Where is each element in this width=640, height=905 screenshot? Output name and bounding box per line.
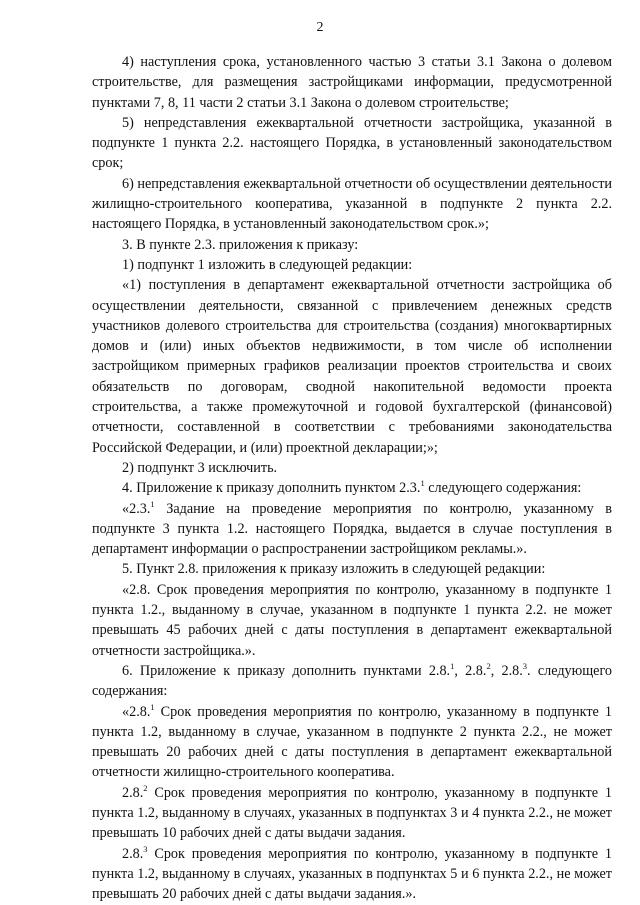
paragraph-2-8: «2.8. Срок проведения мероприятия по контролю, указанному в подпункте 1 пункта 1.2., выданному в случае, указанном в подпункте 1 пункта 2.2. не может превышать 45 рабочих дней с даты поступления в департамент ежеквартальной отчетности застройщика.».: [92, 581, 612, 659]
paragraph-item-3: 3. В пункте 2.3. приложения к приказу:: [122, 236, 359, 253]
paragraph-subitem-2: 2) подпункт 3 исключить.: [122, 459, 278, 476]
paragraph-new-subitem-1-text: «1) поступления в департамент ежеквартальной отчетности застройщика об осуществлении деятельности, связанной с привлечением денежных средств участников долевого строительства для строительства (создания) многоквартирных домов и (или) иных объектов недвижимости, в том числе об исполнении застройщиком примерных графиков реализации проектов строительства и своих обязательств по договорам, сводной накопительной ведомости проекта строительства, а также промежуточной и годовой бухгалтерской (финансовой) отчетности, составленной в соответствии с требованиями законодательства Российской Федерации, и (или) проектной декларации;»;: [92, 277, 612, 456]
paragraph-4-deadline: 4) наступления срока, установленного частью 3 статьи 3.1 Закона о долевом строительстве, для размещения застройщиками информации, предусмотренной пунктами 7, 8, 11 части 2 статьи 3.1 Закона о долевом строительстве;: [92, 54, 612, 111]
paragraph-item-5: 5. Пункт 2.8. приложения к приказу изложить в следующей редакции:: [122, 561, 546, 578]
paragraph-5-developer-reporting: 5) непредставления ежеквартальной отчетности застройщика, указанной в подпункте 1 пункта 2.2. настоящего Порядка, в установленный законодательством срок;: [92, 114, 612, 172]
paragraph-2-8-2: 2.8.$^2$ Срок проведения мероприятия по контролю, указанному в подпункте 1 пункта 1.2, выданному в случаях, указанных в подпунктах 3 и 4 пункта 2.2., не может превышать 10 рабочих дней с даты выдачи задания.: [92, 782, 612, 842]
paragraph-6-cooperative-reporting: 6) непредставления ежеквартальной отчетности об осуществлении деятельности жилищно-строительного кооператива, указанной в подпункте 2 пункта 2.2. настоящего Порядка, в установленный законодательством срок.»;: [92, 175, 612, 233]
paragraph-item-6: 6. Приложение к приказу дополнить пунктами 2.8.$^1$, 2.8.$^2$, 2.8.$^3$. следующего содержания:: [92, 660, 613, 700]
paragraph-2-8-3: 2.8.$^3$ Срок проведения мероприятия по контролю, указанному в подпункте 1 пункта 1.2, выданному в случаях, указанных в подпунктах 5 и 6 пункта 2.2., не может превышать 20 рабочих дней с даты выдачи задания.».: [92, 843, 612, 903]
paragraph-2-3-1: «2.3.$^1$ Задание на проведение мероприятия по контролю, указанному в подпункте 3 пункта 1.2. настоящего Порядка, выдается в случае поступления в департамент информации о распространении застройщиком рекламы.».: [92, 498, 612, 558]
paragraph-item-4: 4. Приложение к приказу дополнить пунктом 2.3.$^1$ следующего содержания:: [122, 478, 582, 497]
page-number: 2: [316, 20, 324, 35]
paragraph-subitem-1: 1) подпункт 1 изложить в следующей редакции:: [122, 256, 413, 273]
document-body: [92, 52, 612, 904]
paragraph-2-8-1: «2.8.$^1$ Срок проведения мероприятия по контролю, указанному в подпункте 1 пункта 1.2, выданному в случае, указанном в подпункте 2 пункта 2.2., не может превышать 20 рабочих дней с даты поступления в департамент ежеквартальной отчетности жилищно-строительного кооператива.: [92, 701, 612, 781]
